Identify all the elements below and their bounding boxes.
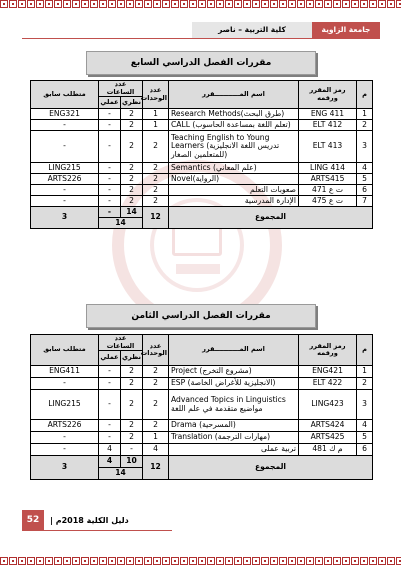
table-row: 6 م ك 481 تربية عملى 4 - 4 - [31,444,373,456]
border-pattern-tile [171,0,179,8]
page-number: 52 [22,510,44,530]
border-pattern-tile [216,557,224,565]
semester7-title: مقررات الفصل الدراسي السابع [86,51,316,75]
border-pattern-tile [27,557,35,565]
border-pattern-tile [180,557,188,565]
border-pattern-tile [342,557,350,565]
border-pattern-tile [0,557,8,565]
border-pattern-tile [369,0,377,8]
total-theory: 10 [121,456,143,468]
border-pattern-tile [144,0,152,8]
college-label: كلية التربية – ناصر [192,22,312,38]
border-pattern-tile [396,0,401,8]
border-pattern-tile [198,0,206,8]
total-label: المجموع [169,456,373,480]
border-pattern-tile [162,0,170,8]
border-pattern-tile [0,0,8,8]
border-pattern-tile [108,0,116,8]
logo-banner [176,264,220,274]
table-row: 2 ELT 412 CALL (تعلم اللغة بمساعدة الحاسوب) 1 2 - - [31,120,373,131]
total-label: المجموع [169,207,373,229]
border-pattern-tile [297,0,305,8]
border-pattern-tile [45,0,53,8]
border-pattern-tile [81,0,89,8]
border-pattern-tile [234,557,242,565]
semester8-table [30,334,373,480]
border-pattern-tile [198,557,206,565]
page-header [22,22,380,38]
border-pattern-tile [243,557,251,565]
border-pattern-tile [279,557,287,565]
col-code-header: رمز المقرر ورقمه [299,335,357,366]
col-hours-header: عدد الساعات [99,335,143,351]
table-row: 4 LING 414 Semantics (علم المعاني) 2 2 - LING215 [31,163,373,174]
col-theory-header: نظري [121,97,143,109]
table-row: 3 LING423 Advanced Topics in Linguistics مواضيع متقدمة في علم اللغة 2 2 - LING215 [31,390,373,420]
col-theory-header: نظري [121,351,143,366]
border-pattern-tile [225,557,233,565]
bottom-decorative-border [0,557,401,565]
border-pattern-tile [270,0,278,8]
border-pattern-tile [189,557,197,565]
border-pattern-tile [54,0,62,8]
border-pattern-tile [81,557,89,565]
border-pattern-tile [126,557,134,565]
book-icon [172,226,222,256]
border-pattern-tile [99,0,107,8]
total-practical: - [99,207,121,218]
border-pattern-tile [207,557,215,565]
border-pattern-tile [117,557,125,565]
border-pattern-tile [63,0,71,8]
semester8-title: مقررات الفصل الدراسي الثامن [86,304,316,328]
border-pattern-tile [216,0,224,8]
border-pattern-tile [324,557,332,565]
border-pattern-tile [315,0,323,8]
border-pattern-tile [315,557,323,565]
col-prereq-header: متطلب سابق [31,335,99,366]
border-pattern-tile [54,557,62,565]
total-row [31,207,373,218]
total-practical: 4 [99,456,121,468]
border-pattern-tile [351,0,359,8]
col-hours-header: عدد الساعات [99,81,143,97]
col-num-header: م [357,335,373,366]
col-num-header: م [357,81,373,109]
border-pattern-tile [387,557,395,565]
border-pattern-tile [252,557,260,565]
table-row: 1 ENG421 Project (مشروع التخرج) 2 2 - ENG411 [31,366,373,378]
total-prereq: 3 [31,207,99,229]
border-pattern-tile [144,557,152,565]
border-pattern-tile [360,0,368,8]
footer-text: دليل الكلية 2018م | [50,515,129,525]
border-pattern-tile [108,557,116,565]
semester7-table [30,80,373,229]
table-row: 4 ARTS424 Drama (المسرحية) 2 2 - ARTS226 [31,420,373,432]
footer-divider [22,530,172,531]
border-pattern-tile [189,0,197,8]
border-pattern-tile [234,0,242,8]
table-row: 3 ELT 413 Teaching English to Young Learners (تدريس اللغة الانجليزية للمتعلمين الصغار) 2 2 - - [31,131,373,163]
border-pattern-tile [135,557,143,565]
total-units: 12 [143,456,169,480]
table-row: 6 ت ع 471 صعوبات التعلم 2 2 - - [31,185,373,196]
total-theory: 14 [121,207,143,218]
border-pattern-tile [180,0,188,8]
col-name-header: اسم المـــــــــــقرر [169,335,299,366]
border-pattern-tile [153,557,161,565]
border-pattern-tile [306,0,314,8]
border-pattern-tile [171,557,179,565]
border-pattern-tile [117,0,125,8]
table-row: 5 ARTS425 Translation (مهارات الترجمة) 1 2 - - [31,432,373,444]
total-prereq: 3 [31,456,99,480]
col-name-header: اسم المـــــــــــقرر [169,81,299,109]
table-row: 7 ت ع 475 الإدارة المدرسية 2 2 - - [31,196,373,207]
border-pattern-tile [369,557,377,565]
border-pattern-tile [378,0,386,8]
page-footer [22,510,129,530]
university-label: جامعة الزاوية [312,22,380,38]
border-pattern-tile [378,557,386,565]
total-hours: 14 [99,218,143,229]
border-pattern-tile [135,0,143,8]
border-pattern-tile [153,0,161,8]
border-pattern-tile [36,0,44,8]
col-practical-header: عملي [99,97,121,109]
border-pattern-tile [90,0,98,8]
border-pattern-tile [225,0,233,8]
border-pattern-tile [99,557,107,565]
border-pattern-tile [18,557,26,565]
border-pattern-tile [288,0,296,8]
border-pattern-tile [162,557,170,565]
border-pattern-tile [306,557,314,565]
border-pattern-tile [324,0,332,8]
total-row [31,456,373,468]
table-row: 2 ELT 422 ESP (الانجليزية للأغراض الخاصة) 2 2 - - [31,378,373,390]
border-pattern-tile [9,0,17,8]
border-pattern-tile [72,0,80,8]
border-pattern-tile [279,0,287,8]
border-pattern-tile [261,557,269,565]
border-pattern-tile [333,557,341,565]
table-row: 5 ARTS415 Novel(الرواية) 2 2 - ARTS226 [31,174,373,185]
border-pattern-tile [45,557,53,565]
border-pattern-tile [90,557,98,565]
border-pattern-tile [36,557,44,565]
border-pattern-tile [270,557,278,565]
border-pattern-tile [63,557,71,565]
border-pattern-tile [207,0,215,8]
border-pattern-tile [333,0,341,8]
col-units-header: عدد الوحدات [143,81,169,109]
border-pattern-tile [72,557,80,565]
border-pattern-tile [261,0,269,8]
border-pattern-tile [387,0,395,8]
col-practical-header: عملي [99,351,121,366]
border-pattern-tile [126,0,134,8]
border-pattern-tile [396,557,401,565]
col-units-header: عدد الوحدات [143,335,169,366]
border-pattern-tile [18,0,26,8]
border-pattern-tile [288,557,296,565]
table-row: 1 ENG 411 Research Methods(طرق البحث) 1 2 - ENG321 [31,109,373,120]
total-units: 12 [143,207,169,229]
border-pattern-tile [9,557,17,565]
border-pattern-tile [351,557,359,565]
col-prereq-header: متطلب سابق [31,81,99,109]
border-pattern-tile [243,0,251,8]
border-pattern-tile [27,0,35,8]
total-hours: 14 [99,468,143,480]
border-pattern-tile [297,557,305,565]
border-pattern-tile [342,0,350,8]
header-divider [22,38,380,39]
border-pattern-tile [360,557,368,565]
col-code-header: رمز المقرر ورقمه [299,81,357,109]
border-pattern-tile [252,0,260,8]
top-decorative-border [0,0,401,8]
